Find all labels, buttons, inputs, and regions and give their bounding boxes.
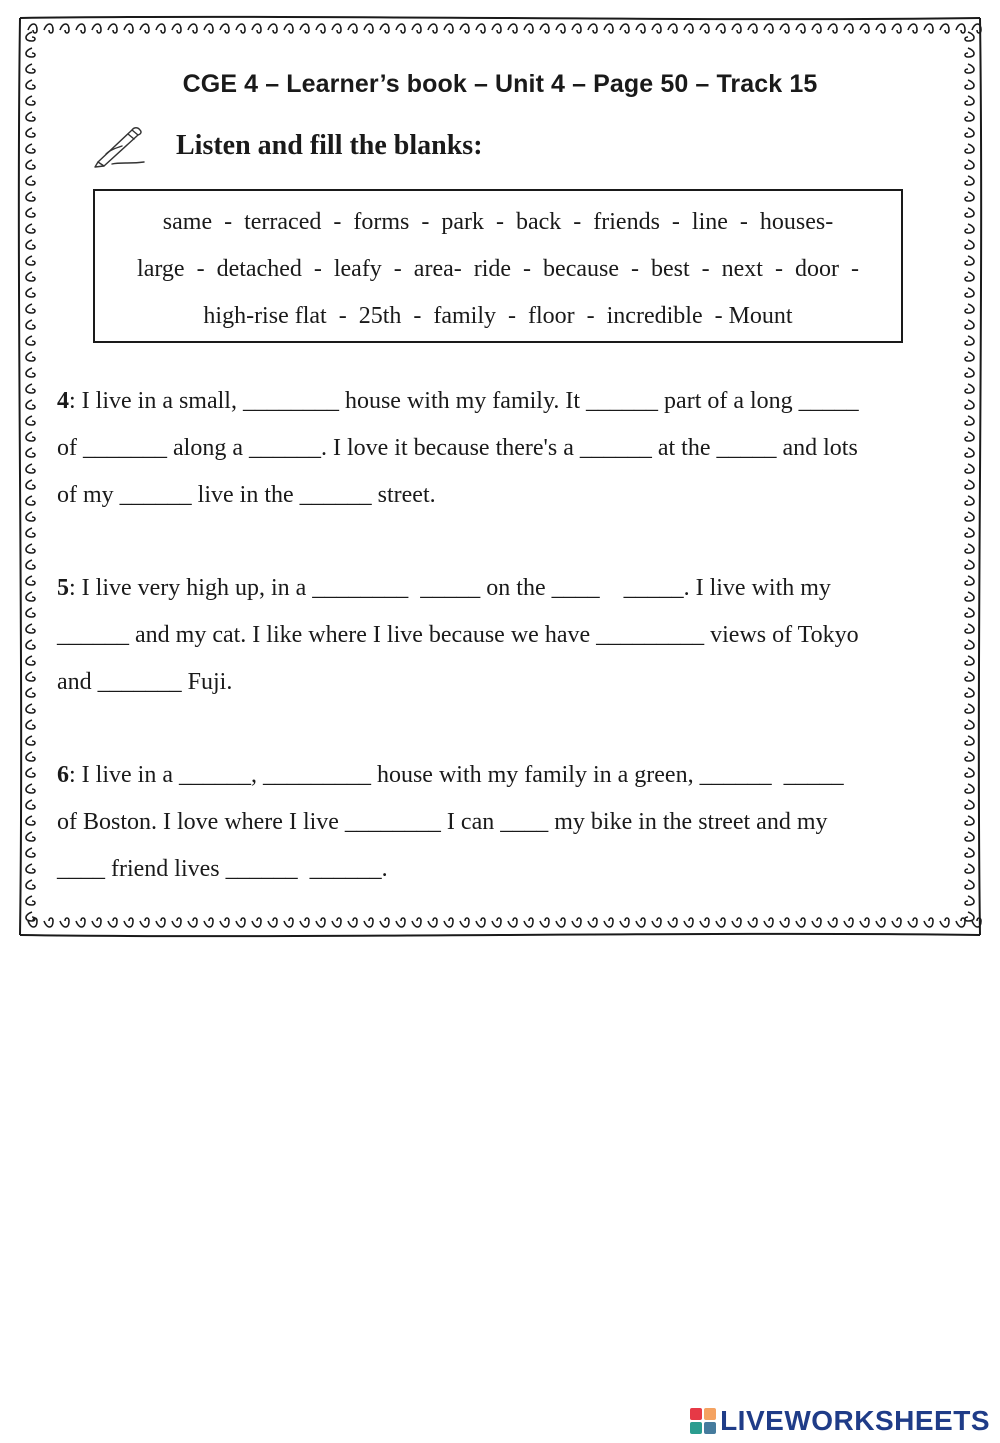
exercise-line: of my ______ live in the ______ street. [57,482,436,508]
word-bank-line: high-rise flat - 25th - family - floor - incredible - Mount [203,303,793,329]
exercise-line: of Boston. I love where I live ________ I can ____ my bike in the street and my [57,809,828,835]
logo-square [690,1408,702,1420]
logo-text: LIVEWORKSHEETS [720,1405,990,1436]
exercise-line [57,388,859,415]
exercise-number: 6 [57,762,69,788]
logo-square [704,1408,716,1420]
liveworksheets-logo[interactable] [690,1405,990,1437]
instruction-heading: Listen and fill the blanks: [176,130,483,161]
logo-square [690,1422,702,1434]
exercise-number: 5 [57,575,69,601]
exercise-line: ______ and my cat. I like where I live because we have _________ views of Tokyo [57,622,859,648]
exercise-text: : I live very high up, in a ________ _____ on the ____ _____. I live with my [69,575,831,601]
logo-square [704,1422,716,1434]
word-bank-line: same - terraced - forms - park - back - friends - line - houses- [162,209,834,235]
exercise-line: and _______ Fuji. [57,669,233,695]
exercise-number: 4 [57,388,69,414]
word-bank-box [93,189,903,343]
exercise-text: : I live in a small, ________ house with my family. It ______ part of a long _____ [69,388,859,414]
logo-squares-icon [690,1408,716,1434]
exercise-line: ____ friend lives ______ ______. [57,856,388,882]
pencil-writing-icon [92,124,148,168]
exercise-line: of _______ along a ______. I love it because there's a ______ at the _____ and lots [57,435,858,461]
word-bank-line: large - detached - leafy - area- ride - because - best - next - door - [137,256,859,282]
exercise-line [57,575,831,602]
page-title: CGE 4 – Learner’s book – Unit 4 – Page 50 – Track 15 [182,70,818,98]
exercise-line [57,762,844,789]
exercise-text: : I live in a ______, _________ house with my family in a green, ______ _____ [69,762,844,788]
